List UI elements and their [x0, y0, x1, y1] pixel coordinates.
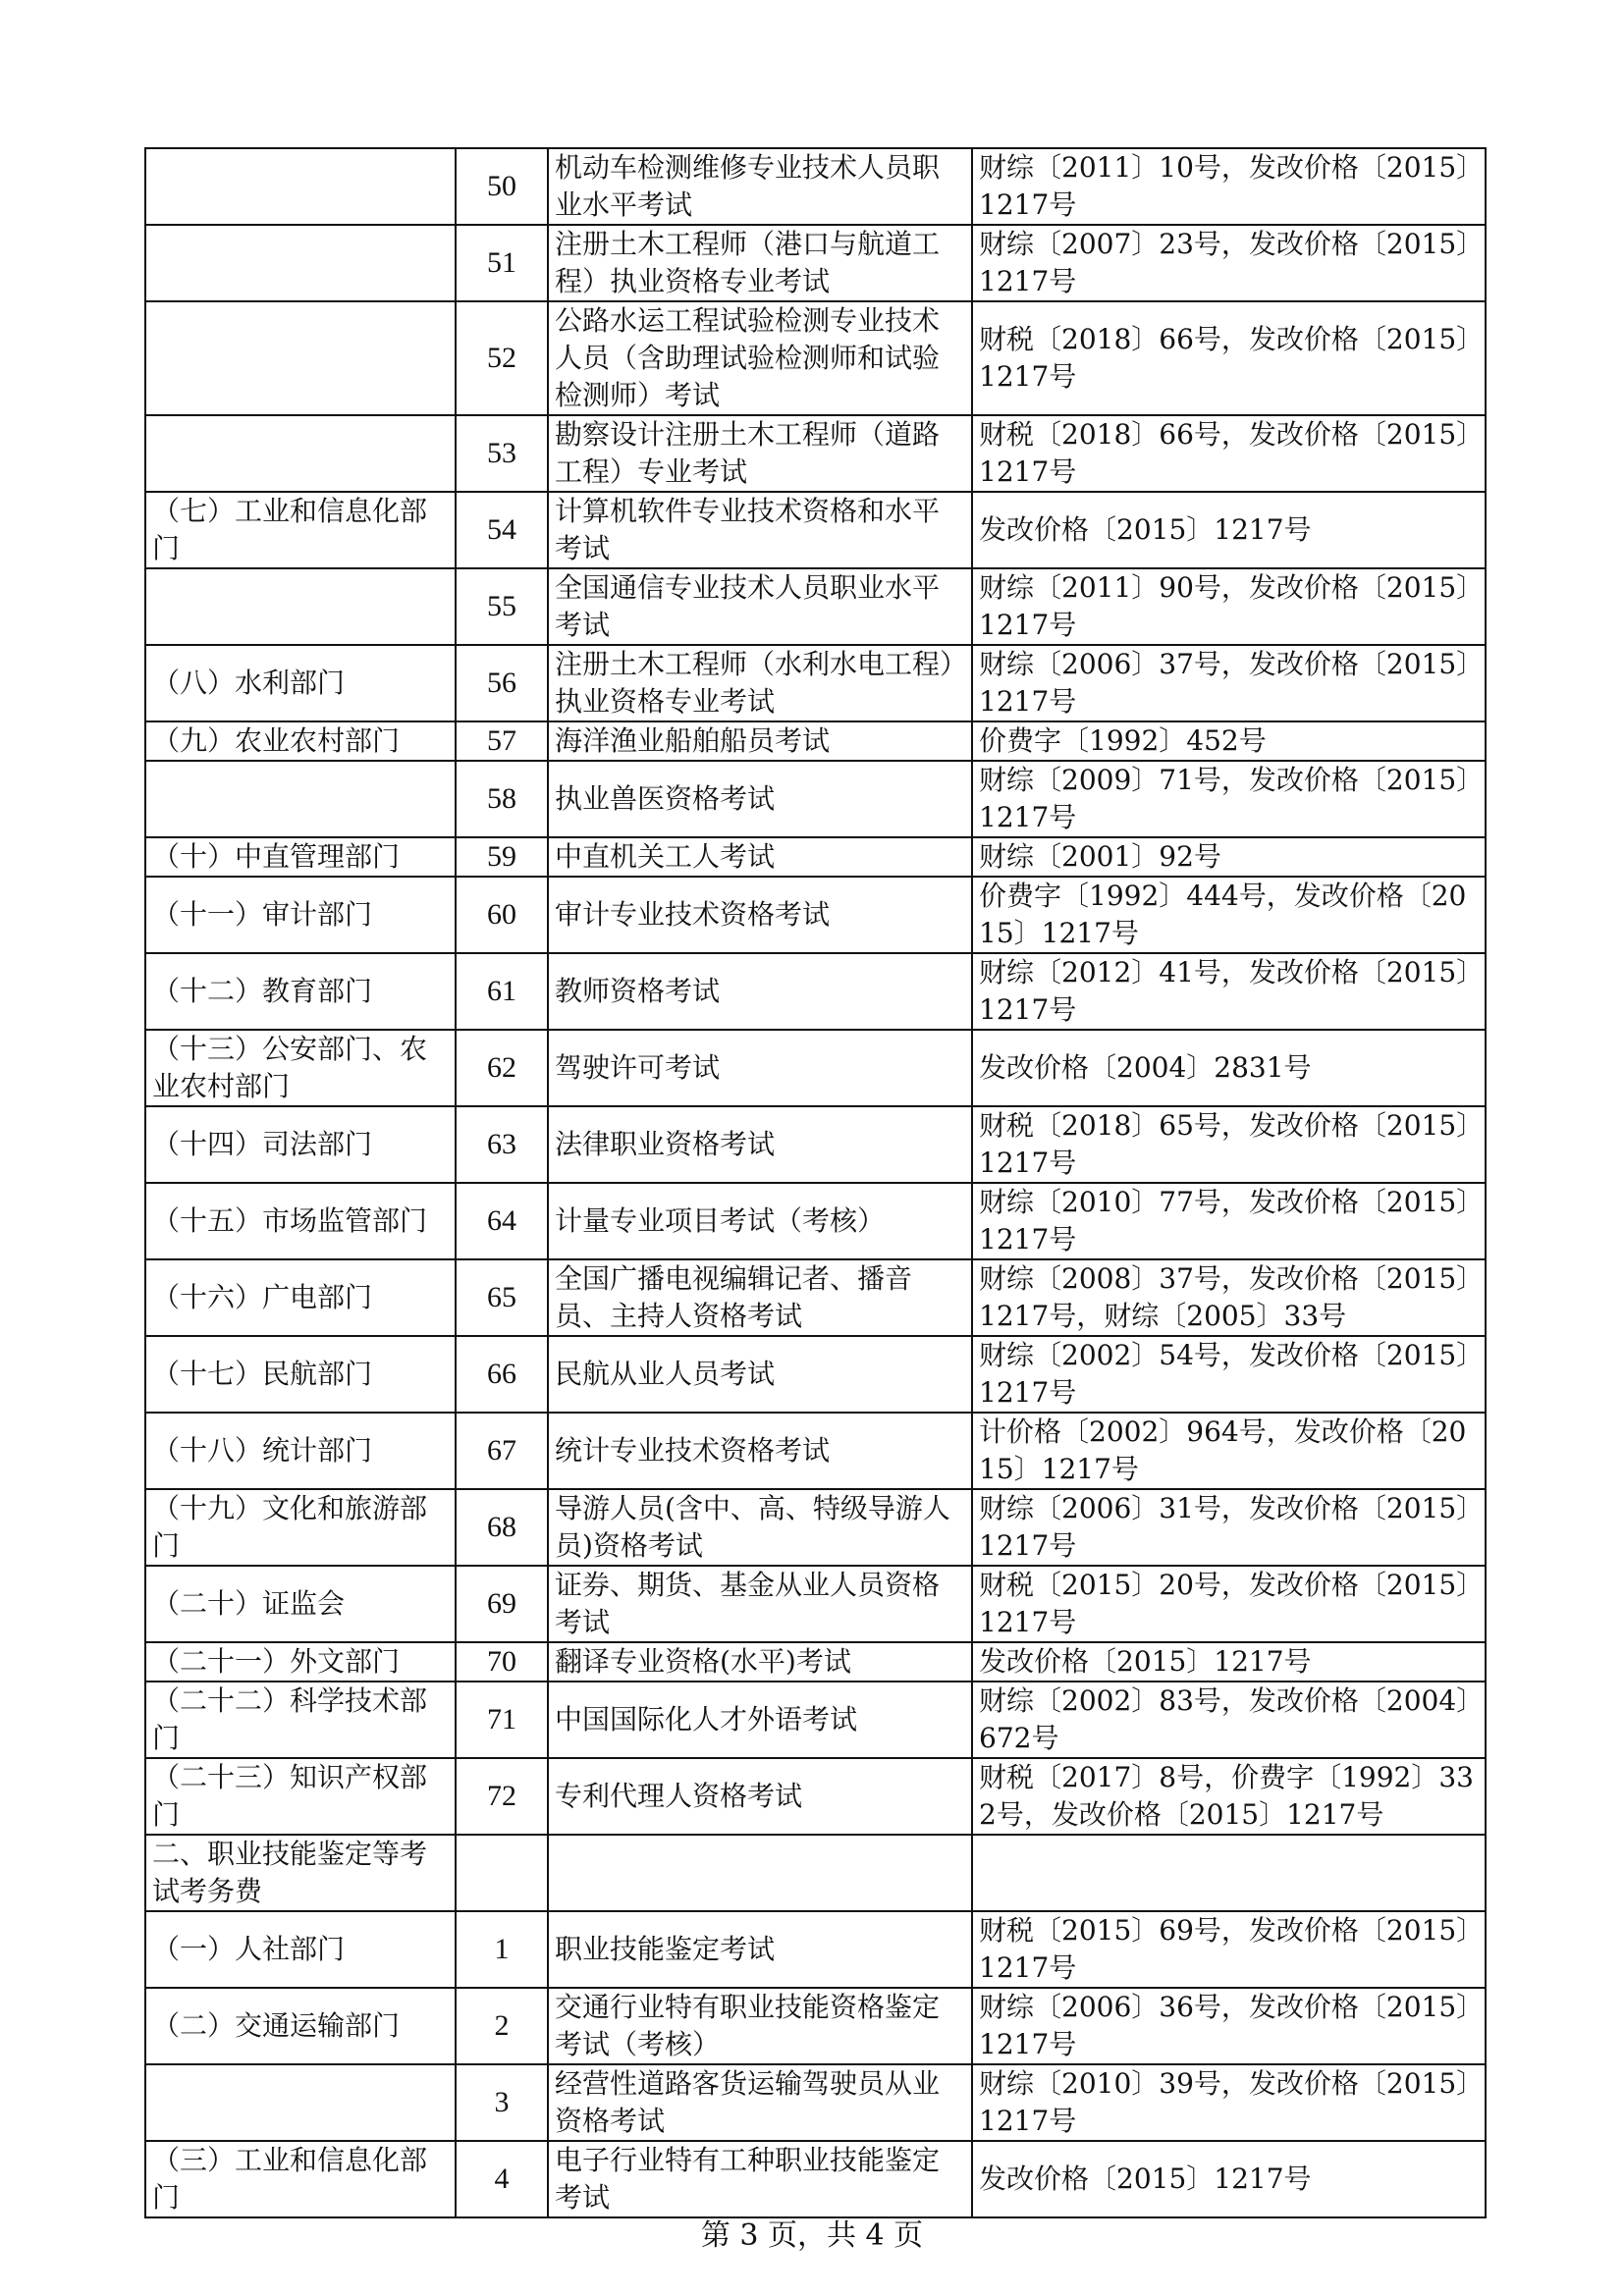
page-footer	[0, 2211, 1624, 2254]
item-number-cell	[456, 645, 548, 721]
exam-name-cell	[548, 492, 972, 568]
item-number-cell-text: 65	[487, 1281, 516, 1313]
exam-name-cell-text: 专利代理人资格考试	[555, 1780, 803, 1812]
policy-basis-cell	[972, 1758, 1486, 1835]
item-number-cell-text: 60	[487, 898, 516, 931]
exam-name-cell	[548, 761, 972, 837]
department-cell	[145, 1988, 456, 2064]
item-number-cell-text: 4	[494, 2163, 510, 2195]
policy-basis-cell	[972, 148, 1486, 225]
item-number-cell	[456, 1183, 548, 1259]
policy-basis-cell	[972, 1336, 1486, 1413]
department-cell-text: （十九）文化和旅游部门	[152, 1492, 428, 1562]
policy-basis-cell	[972, 761, 1486, 837]
department-cell-text: （二十）证监会	[152, 1587, 346, 1620]
item-number-cell-text: 3	[494, 2086, 510, 2118]
department-cell	[145, 761, 456, 837]
department-cell-text: （十一）审计部门	[152, 898, 373, 931]
policy-basis-cell-text: 财综〔2002〕54号，发改价格〔2015〕1217号	[979, 1339, 1471, 1409]
policy-basis-cell-text: 财综〔2008〕37号，发改价格〔2015〕1217号，财综〔2005〕33号	[979, 1262, 1471, 1332]
policy-basis-cell-text: 发改价格〔2015〕1217号	[979, 1645, 1312, 1678]
exam-name-cell	[548, 148, 972, 225]
department-cell	[145, 492, 456, 568]
item-number-cell	[456, 1489, 548, 1566]
policy-basis-cell-text: 财税〔2015〕20号，发改价格〔2015〕1217号	[979, 1569, 1471, 1638]
exam-name-cell-text: 执业兽医资格考试	[555, 782, 776, 815]
policy-basis-cell-text: 财税〔2018〕65号，发改价格〔2015〕1217号	[979, 1109, 1471, 1179]
exam-name-cell-text: 注册土木工程师（港口与航道工程）执业资格专业考试	[555, 228, 941, 297]
exam-name-cell-text: 电子行业特有工种职业技能鉴定考试	[555, 2144, 941, 2214]
table-row	[145, 953, 1486, 1030]
item-number-cell-text: 67	[487, 1434, 516, 1467]
item-number-cell	[456, 148, 548, 225]
table-row	[145, 1988, 1486, 2064]
item-number-cell	[456, 1642, 548, 1682]
exam-name-cell	[548, 225, 972, 301]
exam-name-cell	[548, 1988, 972, 2064]
exam-name-cell	[548, 837, 972, 877]
department-cell-text: （七）工业和信息化部门	[152, 495, 428, 564]
department-cell-text: （三）工业和信息化部门	[152, 2144, 428, 2214]
exam-name-cell	[548, 721, 972, 761]
exam-name-cell	[548, 1642, 972, 1682]
table-row	[145, 1183, 1486, 1259]
item-number-cell-text: 64	[487, 1204, 516, 1237]
item-number-cell-text: 1	[494, 1933, 510, 1965]
exam-name-cell	[548, 1183, 972, 1259]
item-number-cell-text: 54	[487, 513, 516, 546]
department-cell	[145, 1758, 456, 1835]
policy-basis-cell	[972, 2141, 1486, 2217]
department-cell-text: （二十三）知识产权部门	[152, 1761, 428, 1831]
table-row	[145, 1336, 1486, 1413]
policy-basis-cell-text: 财综〔2006〕31号，发改价格〔2015〕1217号	[979, 1492, 1471, 1562]
item-number-cell	[456, 1413, 548, 1489]
item-number-cell-text: 58	[487, 782, 516, 815]
department-cell-text: （十五）市场监管部门	[152, 1204, 428, 1237]
department-cell	[145, 1566, 456, 1642]
department-cell-text: （十七）民航部门	[152, 1358, 373, 1390]
item-number-cell-text: 56	[487, 667, 516, 699]
item-number-cell-text: 55	[487, 590, 516, 622]
exam-name-cell-text: 驾驶许可考试	[555, 1051, 721, 1084]
policy-basis-cell	[972, 1106, 1486, 1183]
item-number-cell	[456, 761, 548, 837]
policy-basis-cell-text: 财综〔2006〕37号，发改价格〔2015〕1217号	[979, 648, 1471, 718]
table-row	[145, 2141, 1486, 2217]
policy-basis-cell-text: 发改价格〔2015〕1217号	[979, 2163, 1312, 2195]
policy-basis-cell	[972, 1642, 1486, 1682]
policy-basis-cell	[972, 1183, 1486, 1259]
table-row	[145, 1413, 1486, 1489]
item-number-cell	[456, 1758, 548, 1835]
exam-name-cell-text: 翻译专业资格(水平)考试	[555, 1645, 851, 1678]
exam-name-cell	[548, 1030, 972, 1106]
table-row	[145, 837, 1486, 877]
department-cell-text: （十）中直管理部门	[152, 840, 401, 873]
item-number-cell-text: 59	[487, 840, 516, 873]
department-cell	[145, 2141, 456, 2217]
policy-basis-cell-text: 价费字〔1992〕452号	[979, 724, 1267, 757]
item-number-cell	[456, 877, 548, 953]
table-row	[145, 1566, 1486, 1642]
policy-basis-cell	[972, 1682, 1486, 1758]
policy-basis-cell-text: 发改价格〔2004〕2831号	[979, 1051, 1312, 1084]
exam-name-cell	[548, 1489, 972, 1566]
policy-basis-cell	[972, 492, 1486, 568]
department-cell	[145, 1835, 456, 1911]
exam-name-cell-text: 统计专业技术资格考试	[555, 1434, 831, 1467]
policy-basis-cell-text: 发改价格〔2015〕1217号	[979, 513, 1312, 546]
item-number-cell	[456, 301, 548, 415]
table-row	[145, 1682, 1486, 1758]
department-cell	[145, 1682, 456, 1758]
policy-basis-cell-text: 财综〔2011〕10号，发改价格〔2015〕1217号	[979, 151, 1471, 221]
policy-basis-cell	[972, 1259, 1486, 1336]
policy-basis-cell-text: 财综〔2011〕90号，发改价格〔2015〕1217号	[979, 571, 1471, 641]
item-number-cell	[456, 568, 548, 645]
item-number-cell	[456, 1336, 548, 1413]
table-row	[145, 492, 1486, 568]
item-number-cell-text: 72	[487, 1780, 516, 1812]
item-number-cell	[456, 721, 548, 761]
policy-basis-cell	[972, 301, 1486, 415]
exam-name-cell	[548, 568, 972, 645]
exam-name-cell-text: 全国通信专业技术人员职业水平考试	[555, 571, 941, 641]
exam-name-cell	[548, 1336, 972, 1413]
table-row	[145, 1911, 1486, 1988]
policy-basis-cell	[972, 1489, 1486, 1566]
table-row	[145, 301, 1486, 415]
exam-name-cell-text: 注册土木工程师（水利水电工程）执业资格专业考试	[555, 648, 954, 718]
department-cell	[145, 877, 456, 953]
exam-name-cell	[548, 1259, 972, 1336]
exam-name-cell	[548, 877, 972, 953]
department-cell-text: （十四）司法部门	[152, 1128, 373, 1160]
department-cell-text: （二十一）外文部门	[152, 1645, 401, 1678]
item-number-cell-text: 57	[487, 724, 516, 757]
policy-basis-cell-text: 财税〔2017〕8号，价费字〔1992〕332号，发改价格〔2015〕1217号	[979, 1761, 1474, 1831]
item-number-cell-text: 53	[487, 437, 516, 469]
exam-name-cell-text: 导游人员(含中、高、特级导游人员)资格考试	[555, 1492, 950, 1562]
item-number-cell	[456, 492, 548, 568]
department-cell	[145, 1336, 456, 1413]
item-number-cell-text: 62	[487, 1051, 516, 1084]
table-row	[145, 877, 1486, 953]
policy-basis-cell-text: 计价格〔2002〕964号，发改价格〔2015〕1217号	[979, 1415, 1467, 1485]
exam-name-cell	[548, 1835, 972, 1911]
table-row	[145, 568, 1486, 645]
item-number-cell	[456, 1835, 548, 1911]
exam-name-cell-text: 交通行业特有职业技能资格鉴定考试（考核）	[555, 1991, 941, 2060]
exam-name-cell	[548, 2141, 972, 2217]
department-cell	[145, 721, 456, 761]
policy-basis-cell-text: 财综〔2012〕41号，发改价格〔2015〕1217号	[979, 956, 1471, 1026]
item-number-cell	[456, 1106, 548, 1183]
policy-basis-cell	[972, 2064, 1486, 2141]
policy-basis-cell	[972, 225, 1486, 301]
exam-name-cell-text: 计算机软件专业技术资格和水平考试	[555, 495, 941, 564]
table-row	[145, 1259, 1486, 1336]
department-cell	[145, 1911, 456, 1988]
policy-basis-cell-text: 财税〔2018〕66号，发改价格〔2015〕1217号	[979, 418, 1471, 488]
department-cell	[145, 2064, 456, 2141]
department-cell-text: （十二）教育部门	[152, 975, 373, 1007]
item-number-cell-text: 70	[487, 1645, 516, 1678]
table-row	[145, 1030, 1486, 1106]
item-number-cell	[456, 837, 548, 877]
policy-basis-cell	[972, 1413, 1486, 1489]
policy-basis-cell-text: 财综〔2010〕77号，发改价格〔2015〕1217号	[979, 1186, 1471, 1255]
item-number-cell	[456, 225, 548, 301]
policy-basis-cell	[972, 1835, 1486, 1911]
department-cell-text: （十三）公安部门、农业农村部门	[152, 1033, 428, 1102]
item-number-cell	[456, 2141, 548, 2217]
item-number-cell	[456, 1566, 548, 1642]
table-row	[145, 1835, 1486, 1911]
exam-name-cell	[548, 415, 972, 492]
table-row	[145, 761, 1486, 837]
exam-name-cell-text: 勘察设计注册土木工程师（道路工程）专业考试	[555, 418, 941, 488]
exam-name-cell	[548, 953, 972, 1030]
department-cell	[145, 1030, 456, 1106]
department-cell-text: （十六）广电部门	[152, 1281, 373, 1313]
department-cell-text: （二）交通运输部门	[152, 2009, 401, 2042]
item-number-cell-text: 2	[494, 2009, 510, 2042]
exam-name-cell	[548, 301, 972, 415]
table-row	[145, 2064, 1486, 2141]
department-cell	[145, 1259, 456, 1336]
department-cell	[145, 1413, 456, 1489]
policy-basis-cell-text: 价费字〔1992〕444号，发改价格〔2015〕1217号	[979, 880, 1467, 949]
item-number-cell-text: 68	[487, 1511, 516, 1543]
policy-basis-cell	[972, 953, 1486, 1030]
exam-name-cell-text: 法律职业资格考试	[555, 1128, 776, 1160]
policy-basis-cell	[972, 837, 1486, 877]
policy-basis-cell	[972, 645, 1486, 721]
department-cell-text: （十八）统计部门	[152, 1434, 373, 1467]
item-number-cell-text: 66	[487, 1358, 516, 1390]
policy-basis-cell	[972, 415, 1486, 492]
table-row	[145, 1489, 1486, 1566]
item-number-cell	[456, 1911, 548, 1988]
department-cell	[145, 301, 456, 415]
table-row	[145, 1758, 1486, 1835]
exam-name-cell	[548, 1682, 972, 1758]
table-row	[145, 1106, 1486, 1183]
table-row	[145, 645, 1486, 721]
policy-basis-cell	[972, 1911, 1486, 1988]
policy-basis-cell	[972, 1030, 1486, 1106]
table-row	[145, 148, 1486, 225]
policy-basis-cell	[972, 1988, 1486, 2064]
department-cell	[145, 1106, 456, 1183]
item-number-cell	[456, 953, 548, 1030]
exam-name-cell-text: 公路水运工程试验检测专业技术人员（含助理试验检测师和试验检测师）考试	[555, 304, 941, 411]
item-number-cell	[456, 415, 548, 492]
exam-name-cell-text: 中直机关工人考试	[555, 840, 776, 873]
item-number-cell	[456, 1988, 548, 2064]
exam-name-cell	[548, 1911, 972, 1988]
exam-name-cell-text: 计量专业项目考试（考核）	[555, 1204, 886, 1237]
item-number-cell-text: 50	[487, 170, 516, 202]
exam-name-cell	[548, 645, 972, 721]
exam-name-cell-text: 经营性道路客货运输驾驶员从业资格考试	[555, 2067, 941, 2137]
department-cell	[145, 1183, 456, 1259]
policy-basis-cell	[972, 721, 1486, 761]
exam-name-cell-text: 教师资格考试	[555, 975, 721, 1007]
item-number-cell-text: 52	[487, 342, 516, 374]
exam-name-cell-text: 中国国际化人才外语考试	[555, 1703, 858, 1735]
department-cell	[145, 1489, 456, 1566]
exam-name-cell	[548, 1413, 972, 1489]
exam-name-cell-text: 民航从业人员考试	[555, 1358, 776, 1390]
policy-basis-cell	[972, 1566, 1486, 1642]
department-cell-text: （一）人社部门	[152, 1933, 346, 1965]
policy-basis-cell-text: 财税〔2018〕66号，发改价格〔2015〕1217号	[979, 323, 1471, 393]
exam-name-cell-text: 机动车检测维修专业技术人员职业水平考试	[555, 151, 941, 221]
department-cell	[145, 837, 456, 877]
policy-basis-cell-text: 财综〔2002〕83号，发改价格〔2004〕672号	[979, 1684, 1471, 1754]
policy-basis-cell	[972, 877, 1486, 953]
table-row	[145, 721, 1486, 761]
exam-name-cell-text: 职业技能鉴定考试	[555, 1933, 776, 1965]
policy-basis-cell	[972, 568, 1486, 645]
item-number-cell	[456, 1259, 548, 1336]
exam-name-cell	[548, 2064, 972, 2141]
item-number-cell	[456, 1682, 548, 1758]
department-cell	[145, 1642, 456, 1682]
item-number-cell	[456, 1030, 548, 1106]
policy-basis-cell-text: 财综〔2006〕36号，发改价格〔2015〕1217号	[979, 1991, 1471, 2060]
fee-table	[144, 147, 1487, 2218]
exam-name-cell	[548, 1106, 972, 1183]
exam-name-cell	[548, 1758, 972, 1835]
policy-basis-cell-text: 财综〔2010〕39号，发改价格〔2015〕1217号	[979, 2067, 1471, 2137]
item-number-cell-text: 61	[487, 975, 516, 1007]
department-cell-text: （八）水利部门	[152, 667, 346, 699]
department-cell-text: （二十二）科学技术部门	[152, 1684, 428, 1754]
department-cell	[145, 645, 456, 721]
item-number-cell-text: 71	[487, 1703, 516, 1735]
policy-basis-cell-text: 财税〔2015〕69号，发改价格〔2015〕1217号	[979, 1914, 1471, 1984]
department-cell	[145, 953, 456, 1030]
table-row	[145, 1642, 1486, 1682]
department-cell	[145, 225, 456, 301]
item-number-cell-text: 69	[487, 1587, 516, 1620]
item-number-cell-text: 51	[487, 246, 516, 279]
department-cell-text: 二、职业技能鉴定等考试考务费	[152, 1838, 428, 1907]
table-row	[145, 415, 1486, 492]
policy-basis-cell-text: 财综〔2001〕92号	[979, 840, 1221, 873]
policy-basis-cell-text: 财综〔2009〕71号，发改价格〔2015〕1217号	[979, 764, 1471, 833]
department-cell	[145, 148, 456, 225]
department-cell	[145, 568, 456, 645]
item-number-cell-text: 63	[487, 1128, 516, 1160]
table-row	[145, 225, 1486, 301]
page-number-label: 第 3 页，共 4 页	[700, 2218, 924, 2253]
exam-name-cell-text: 证券、期货、基金从业人员资格考试	[555, 1569, 941, 1638]
exam-name-cell-text: 审计专业技术资格考试	[555, 898, 831, 931]
exam-name-cell-text: 全国广播电视编辑记者、播音员、主持人资格考试	[555, 1262, 913, 1332]
department-cell	[145, 415, 456, 492]
department-cell-text: （九）农业农村部门	[152, 724, 401, 757]
exam-name-cell	[548, 1566, 972, 1642]
exam-name-cell-text: 海洋渔业船舶船员考试	[555, 724, 831, 757]
policy-basis-cell-text: 财综〔2007〕23号，发改价格〔2015〕1217号	[979, 228, 1471, 297]
item-number-cell	[456, 2064, 548, 2141]
fee-table-body	[145, 148, 1486, 2217]
